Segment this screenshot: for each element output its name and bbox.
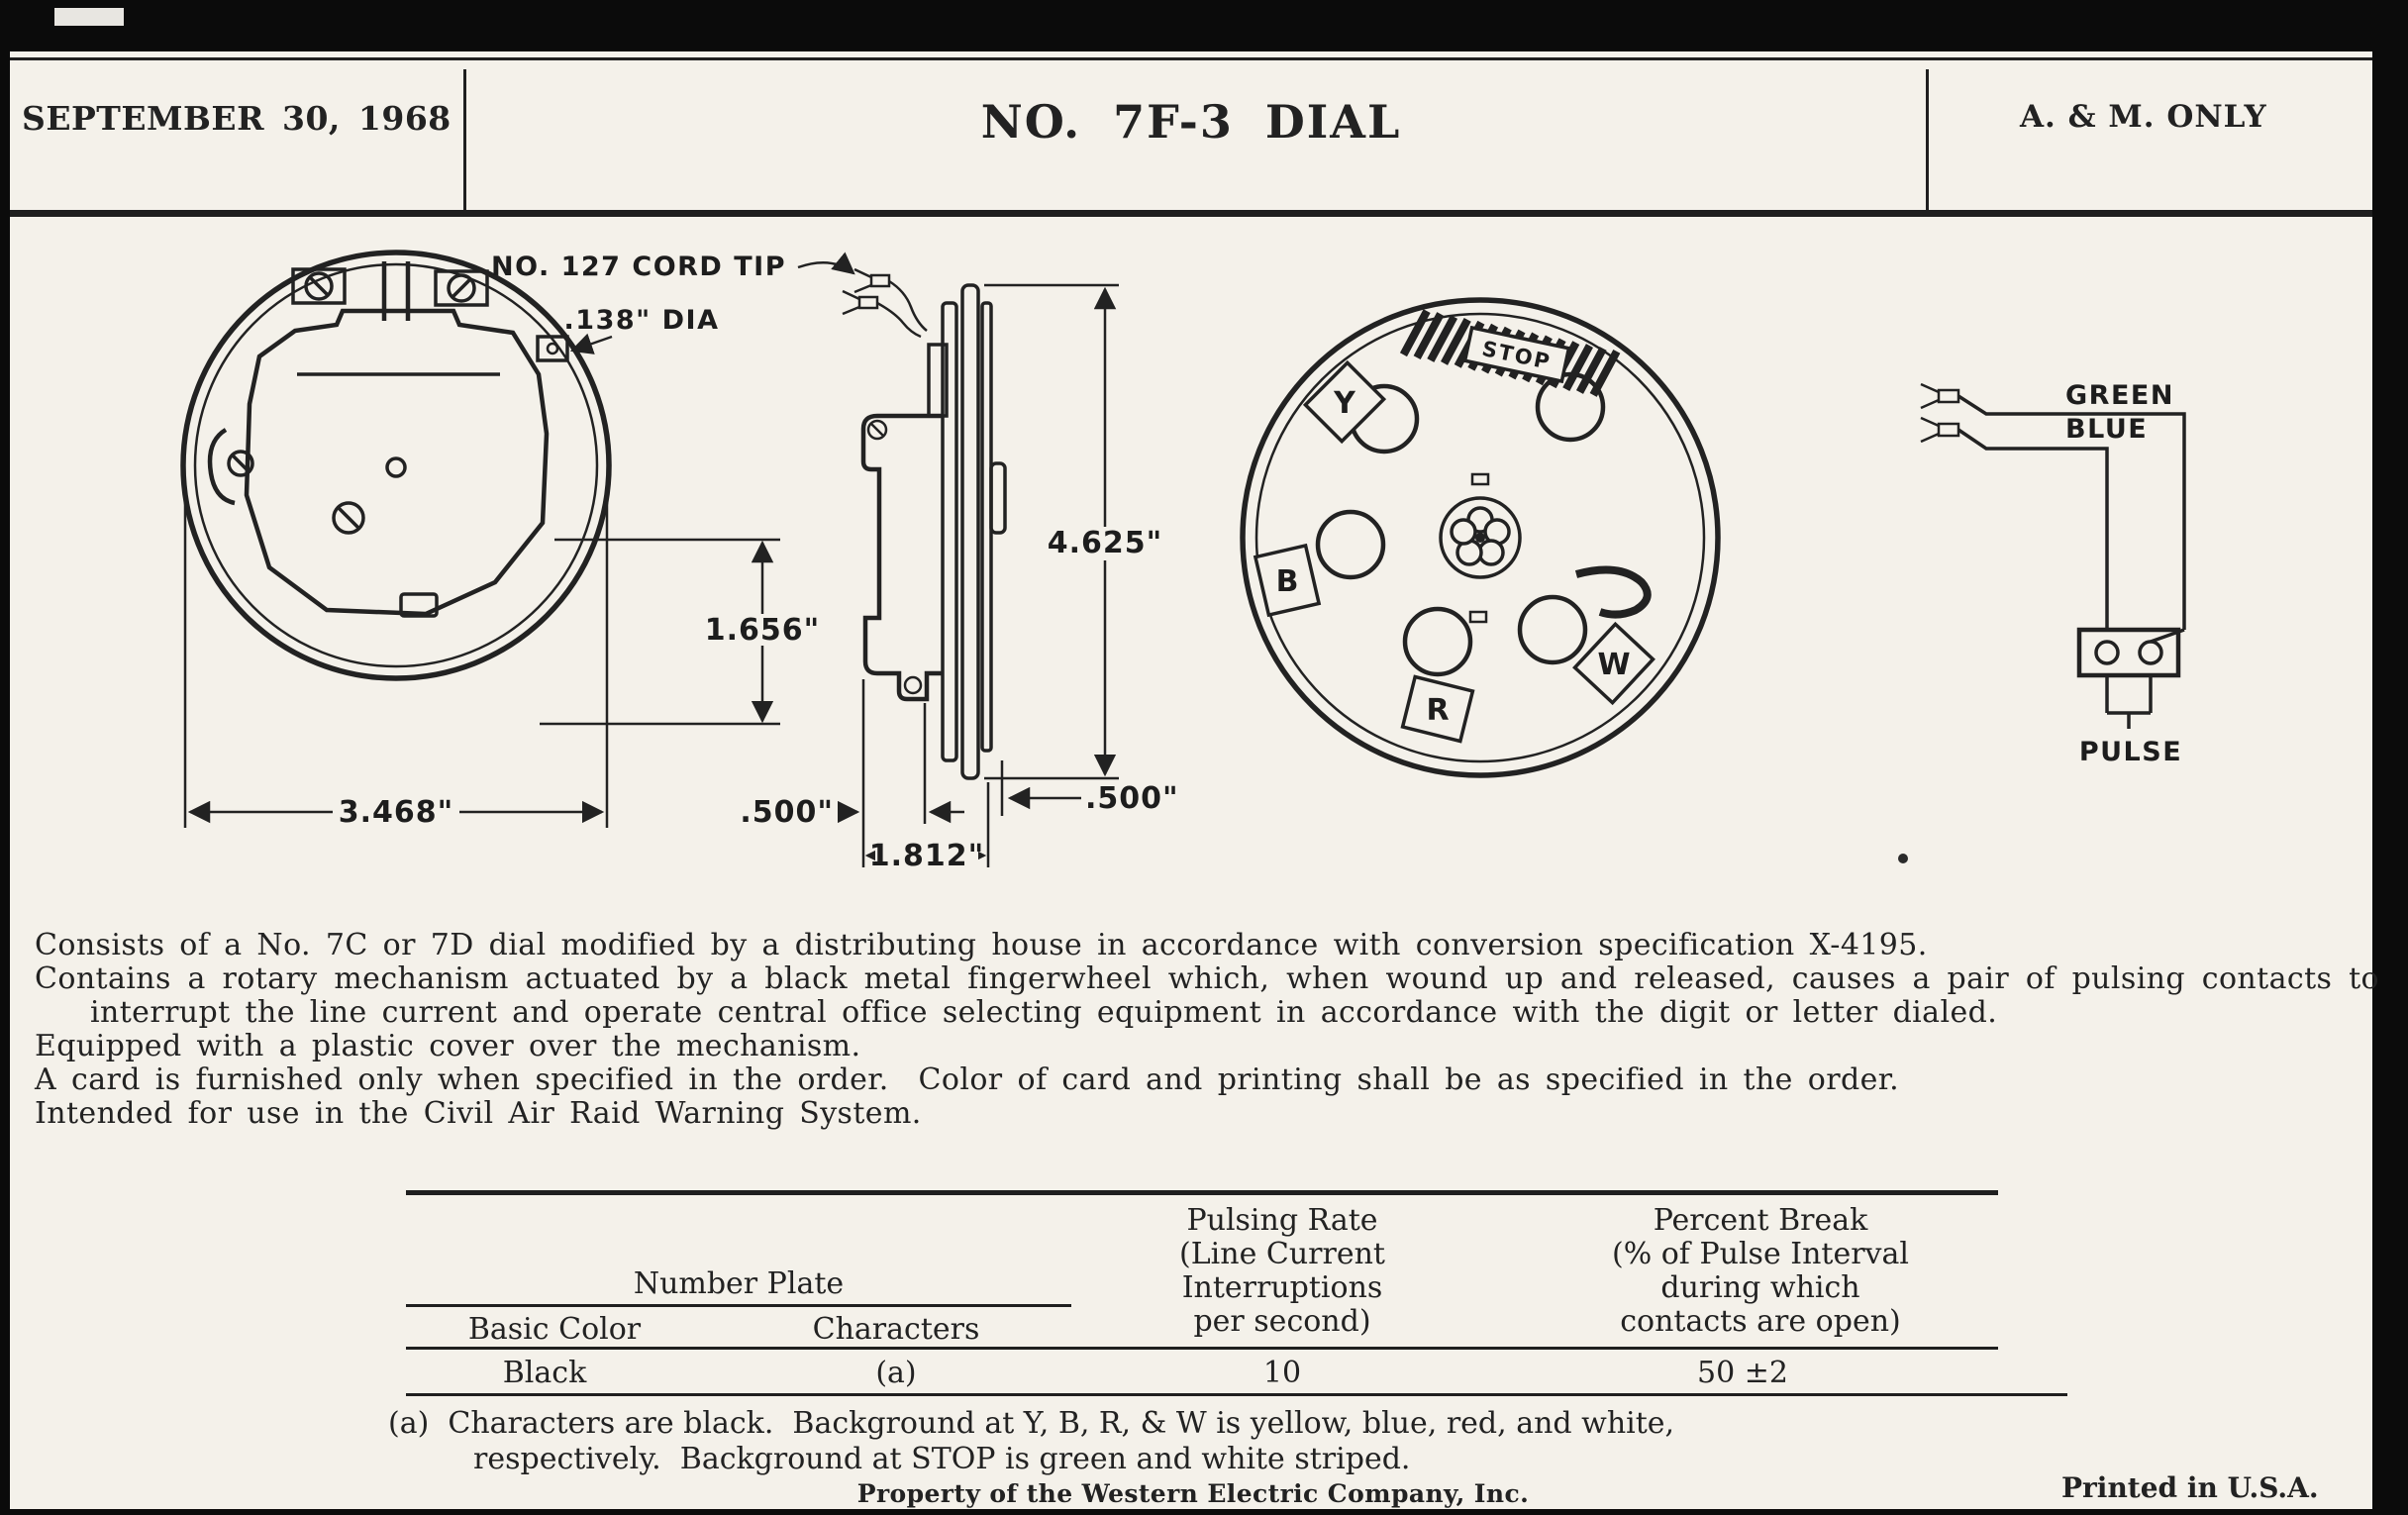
description-paragraph: A card is furnished only when specified in the order. Color of card and printing shall be as specified in the order. [35,1062,1900,1097]
number-plate-group-header: Number Plate [633,1266,845,1301]
pulsing-rate-header [1074,1204,1490,1339]
pulsing-rate-header-line: per second) [1193,1304,1371,1339]
finger-hole [1520,597,1585,662]
table-header-rule [406,1347,1998,1350]
rear-offset-dim-label: .500" [740,795,834,830]
side-height-dim-label: 4.625" [1047,526,1163,560]
property-notice: Property of the Western Electric Company, Inc. [856,1479,1530,1508]
header-top-rule [10,57,2372,60]
blue-lead-terminal [1921,418,1958,442]
pulsing-rate-header-line: Pulsing Rate [1186,1203,1378,1238]
blue-wire-label: BLUE [2065,414,2149,445]
header-bottom-rule [10,210,2372,217]
pulsing-rate-header-line: Interruptions [1181,1270,1383,1305]
audience-note: A. & M. ONLY [2020,99,2267,135]
retainer-clip [210,430,235,503]
front-height-dim-label: 1.656" [704,613,821,648]
center-hub [1441,498,1520,577]
basic-color-value: Black [502,1356,587,1390]
front-width-dim-label: 3.468" [338,795,454,830]
percent-break-header [1545,1204,1976,1339]
table-bottom-rule [406,1393,2067,1396]
number-plate-underline [406,1304,1071,1307]
scan-dot-artifact [1898,854,1908,863]
finger-hole [1318,512,1383,577]
finger-stop [1576,570,1648,615]
description-paragraph: Consists of a No. 7C or 7D dial modified by a distributing house in accordance with conversion specification X-4195. [35,928,1928,962]
pulsing-rate-value: 10 [1262,1356,1302,1390]
green-lead-terminal [1921,384,1958,408]
table-top-rule [406,1190,1998,1195]
percent-break-value: 50 ±2 [1697,1356,1788,1390]
diameter-callout-label: .138" DIA [563,305,720,336]
cord-tip-callout [491,252,853,282]
pulse-label: PULSE [2078,737,2183,767]
front-width-dimension [185,485,607,830]
mechanism-housing [863,416,943,699]
footnote-line-1: (a) Characters are black. Background at Y, B, R, & W is yellow, blue, red, and white, [388,1406,1675,1441]
description-paragraph: Contains a rotary mechanism actuated by a black metal fingerwheel which, when wound up and released, causes a pair of pulsing contacts to interrupt the line current and operate central office selecting equipment in accordance with the digit or letter dialed. [35,961,2394,1030]
number-plate-edge [962,285,978,778]
dial-letter-y: Y [1334,386,1355,421]
basic-color-header: Basic Color [467,1312,642,1347]
side-bottom-dimensions [740,679,1178,873]
front-offset-dim-label: .500" [1085,781,1179,816]
page-title: NO. 7F-3 DIAL [980,95,1402,149]
side-view-drawing [843,269,1005,778]
wiring-diagram-drawing [1898,380,2184,863]
side-height-dimension [984,285,1164,778]
finger-hole [1405,609,1470,674]
percent-break-header-line: contacts are open) [1620,1304,1901,1339]
pulsing-rate-header-line: (Line Current [1179,1237,1385,1271]
scan-artifact-notch [54,8,124,26]
technical-drawings [0,226,2408,903]
dial-letter-r: R [1426,693,1450,728]
depth-dim-label: 1.812" [868,839,985,873]
issue-date: SEPTEMBER 30, 1968 [22,99,452,138]
percent-break-header-line: Percent Break [1653,1203,1868,1238]
dial-letter-b: B [1275,564,1299,599]
header-divider-right [1926,69,1929,212]
dial-face-drawing [1243,300,1718,775]
characters-value: (a) [875,1356,917,1390]
footnote-line-2: respectively. Background at STOP is green and white striped. [473,1442,1411,1476]
percent-break-header-line: (% of Pulse Interval [1612,1237,1909,1271]
cord-tips [843,269,927,337]
description-paragraph: Equipped with a plastic cover over the mechanism. [35,1029,861,1063]
printed-in-usa: Printed in U.S.A. [2061,1471,2319,1504]
cord-tip-callout-label: NO. 127 CORD TIP [491,252,786,282]
description-paragraph: Intended for use in the Civil Air Raid Warning System. [35,1096,922,1131]
green-wire-label: GREEN [2065,380,2174,411]
description-block [35,928,2394,1131]
characters-header: Characters [812,1312,980,1347]
diameter-callout [564,305,720,351]
stop-label: STOP [1479,336,1554,375]
front-view-drawing [183,252,609,678]
dial-letter-w: W [1597,648,1631,682]
percent-break-header-line: during which [1660,1270,1860,1305]
